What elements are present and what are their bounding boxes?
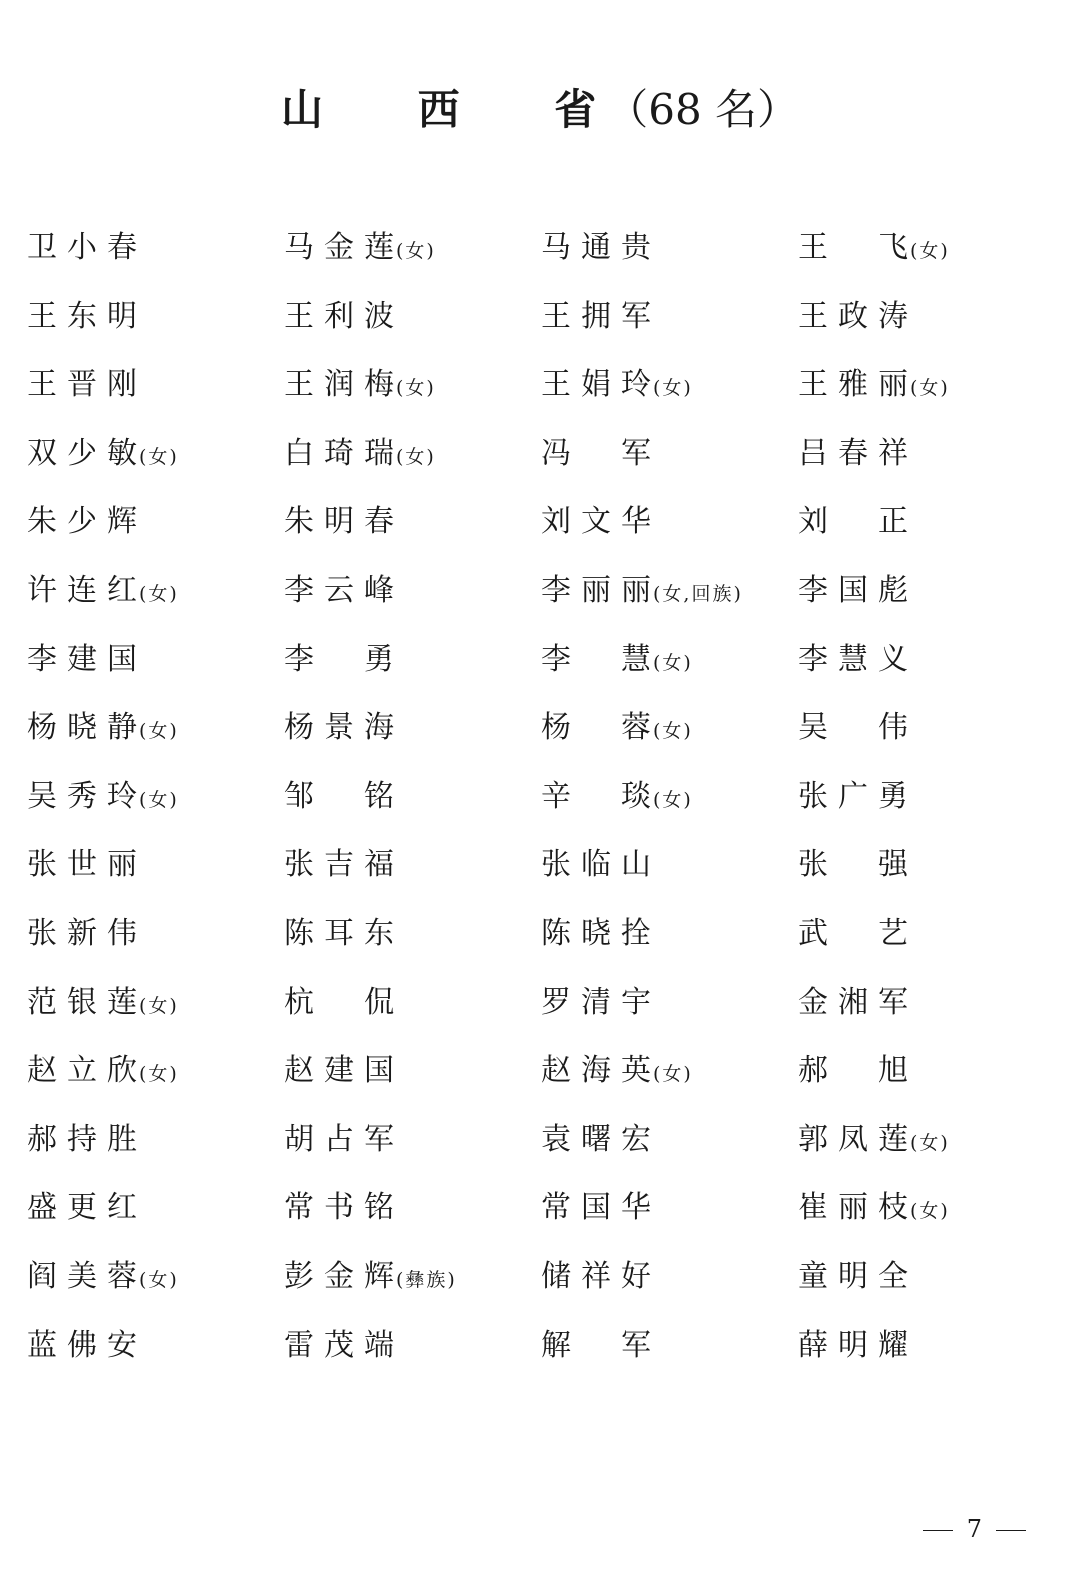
name-entry bbox=[284, 563, 541, 632]
name-entry bbox=[27, 1043, 284, 1112]
name-entry bbox=[27, 289, 284, 358]
name-entry bbox=[284, 426, 541, 495]
person-name: 范银莲 bbox=[27, 984, 147, 1020]
person-name: 李慧义 bbox=[798, 641, 918, 677]
person-name: 薛明耀 bbox=[798, 1327, 918, 1363]
person-name: 陈晓拴 bbox=[541, 915, 661, 951]
name-entry bbox=[27, 1112, 284, 1181]
person-name: 郭凤莲 bbox=[798, 1121, 918, 1157]
person-name: 盛更红 bbox=[27, 1190, 147, 1226]
person-name: 王东明 bbox=[27, 298, 147, 334]
person-name: 朱少辉 bbox=[27, 504, 147, 540]
person-name: 吕春祥 bbox=[798, 435, 918, 471]
name-entry bbox=[27, 700, 284, 769]
person-note: (女) bbox=[139, 788, 179, 811]
person-name: 储祥好 bbox=[541, 1258, 661, 1294]
person-name: 李国彪 bbox=[798, 572, 918, 608]
name-entry bbox=[541, 837, 798, 906]
member-count: （68 名） bbox=[606, 85, 800, 134]
person-name: 李 慧 bbox=[541, 641, 661, 677]
person-note: (女) bbox=[653, 377, 693, 400]
name-entry bbox=[798, 220, 1047, 289]
person-name: 张新伟 bbox=[27, 915, 147, 951]
person-note: (女) bbox=[139, 445, 179, 468]
person-name: 马金莲 bbox=[284, 230, 404, 265]
person-name: 杨景海 bbox=[284, 710, 404, 746]
person-note: (女) bbox=[396, 377, 436, 400]
person-name: 陈耳东 bbox=[284, 915, 404, 951]
page-number-value: 7 bbox=[966, 1515, 982, 1543]
name-entry bbox=[798, 632, 1047, 701]
person-name: 解 军 bbox=[541, 1327, 661, 1363]
name-entry bbox=[541, 1249, 798, 1318]
person-name: 张 强 bbox=[798, 847, 918, 883]
person-name: 李丽丽 bbox=[541, 572, 661, 608]
person-name: 张吉福 bbox=[284, 847, 404, 883]
name-entry bbox=[798, 1249, 1047, 1318]
name-entry bbox=[284, 1180, 541, 1249]
person-name: 张世丽 bbox=[27, 847, 147, 883]
name-entry bbox=[798, 357, 1047, 426]
person-name: 刘 正 bbox=[798, 504, 918, 540]
person-note: (女) bbox=[139, 1268, 179, 1291]
name-entry bbox=[284, 1318, 541, 1387]
person-note: (女) bbox=[139, 720, 179, 743]
name-entry bbox=[27, 975, 284, 1044]
name-list bbox=[27, 220, 1047, 1386]
person-name: 雷茂端 bbox=[284, 1327, 404, 1363]
person-note: (女) bbox=[910, 1131, 950, 1154]
name-entry bbox=[27, 1318, 284, 1387]
person-name: 罗清宇 bbox=[541, 984, 661, 1020]
person-name: 李 勇 bbox=[284, 641, 404, 677]
name-entry bbox=[27, 494, 284, 563]
name-entry bbox=[284, 289, 541, 358]
name-entry bbox=[541, 632, 798, 701]
name-entry bbox=[541, 494, 798, 563]
person-name: 吴秀玲 bbox=[27, 778, 147, 814]
person-name: 武 艺 bbox=[798, 915, 918, 951]
person-name: 卫小春 bbox=[27, 230, 147, 265]
person-note: (女) bbox=[653, 1063, 693, 1086]
name-entry bbox=[27, 906, 284, 975]
name-entry bbox=[27, 1249, 284, 1318]
person-name: 吴 伟 bbox=[798, 710, 918, 746]
name-entry bbox=[798, 906, 1047, 975]
name-entry bbox=[541, 563, 798, 632]
person-name: 李建国 bbox=[27, 641, 147, 677]
name-entry bbox=[27, 426, 284, 495]
province-name: 山 西 省 bbox=[280, 85, 637, 134]
person-name: 常国华 bbox=[541, 1190, 661, 1226]
name-entry bbox=[541, 975, 798, 1044]
name-entry bbox=[284, 632, 541, 701]
name-entry bbox=[798, 1318, 1047, 1387]
person-name: 胡占军 bbox=[284, 1121, 404, 1157]
person-name: 彭金辉 bbox=[284, 1258, 404, 1294]
person-name: 白琦瑞 bbox=[284, 435, 404, 471]
person-note: (女) bbox=[139, 582, 179, 605]
name-entry bbox=[284, 1249, 541, 1318]
dash-left bbox=[923, 1530, 953, 1532]
person-name: 王雅丽 bbox=[798, 367, 918, 403]
person-name: 阎美蓉 bbox=[27, 1258, 147, 1294]
person-name: 王 飞 bbox=[798, 230, 918, 265]
name-entry bbox=[798, 426, 1047, 495]
name-entry bbox=[541, 1180, 798, 1249]
person-name: 金湘军 bbox=[798, 984, 918, 1020]
name-entry bbox=[798, 769, 1047, 838]
name-entry bbox=[541, 357, 798, 426]
person-note: (女) bbox=[910, 377, 950, 400]
name-entry bbox=[541, 769, 798, 838]
name-entry bbox=[284, 700, 541, 769]
name-entry bbox=[27, 1180, 284, 1249]
person-name: 邹 铭 bbox=[284, 778, 404, 814]
person-name: 王利波 bbox=[284, 298, 404, 334]
person-name: 冯 军 bbox=[541, 435, 661, 471]
name-entry bbox=[27, 769, 284, 838]
name-entry bbox=[27, 632, 284, 701]
name-entry bbox=[541, 1318, 798, 1387]
person-name: 赵立欣 bbox=[27, 1053, 147, 1089]
person-name: 赵海英 bbox=[541, 1053, 661, 1089]
person-name: 王润梅 bbox=[284, 367, 404, 403]
name-entry bbox=[284, 494, 541, 563]
name-entry bbox=[541, 1112, 798, 1181]
person-name: 马通贵 bbox=[541, 230, 661, 265]
person-note: (女) bbox=[139, 994, 179, 1017]
person-note: (女) bbox=[396, 240, 436, 262]
person-name: 杨晓静 bbox=[27, 710, 147, 746]
name-entry bbox=[798, 494, 1047, 563]
name-entry bbox=[798, 1180, 1047, 1249]
person-name: 蓝佛安 bbox=[27, 1327, 147, 1363]
name-entry bbox=[284, 975, 541, 1044]
person-note: (女) bbox=[653, 720, 693, 743]
name-entry bbox=[541, 906, 798, 975]
person-name: 赵建国 bbox=[284, 1053, 404, 1089]
person-name: 张广勇 bbox=[798, 778, 918, 814]
page-title bbox=[0, 82, 1080, 138]
person-note: (女) bbox=[653, 651, 693, 674]
name-entry bbox=[798, 700, 1047, 769]
name-entry bbox=[284, 906, 541, 975]
person-name: 双少敏 bbox=[27, 435, 147, 471]
name-entry bbox=[541, 1043, 798, 1112]
person-note: (女) bbox=[910, 1200, 950, 1223]
name-entry bbox=[798, 563, 1047, 632]
person-name: 袁曙宏 bbox=[541, 1121, 661, 1157]
name-entry bbox=[284, 1112, 541, 1181]
person-name: 朱明春 bbox=[284, 504, 404, 540]
page-number bbox=[909, 1512, 1040, 1546]
name-entry bbox=[541, 426, 798, 495]
name-entry bbox=[284, 769, 541, 838]
name-entry bbox=[798, 975, 1047, 1044]
name-entry bbox=[798, 1112, 1047, 1181]
person-note: (女) bbox=[396, 445, 436, 468]
name-entry bbox=[541, 220, 798, 289]
name-entry bbox=[27, 837, 284, 906]
dash-right bbox=[996, 1530, 1026, 1532]
person-name: 李云峰 bbox=[284, 572, 404, 608]
person-name: 许连红 bbox=[27, 572, 147, 608]
person-name: 崔丽枝 bbox=[798, 1190, 918, 1226]
name-entry bbox=[541, 289, 798, 358]
person-name: 辛 琰 bbox=[541, 778, 661, 814]
person-name: 杨 蓉 bbox=[541, 710, 661, 746]
person-name: 常书铭 bbox=[284, 1190, 404, 1226]
name-entry bbox=[284, 220, 541, 289]
person-name: 王政涛 bbox=[798, 298, 918, 334]
person-name: 王拥军 bbox=[541, 298, 661, 334]
person-note: (女) bbox=[139, 1063, 179, 1086]
person-name: 王晋刚 bbox=[27, 367, 147, 403]
person-name: 杭 侃 bbox=[284, 984, 404, 1020]
person-name: 郝持胜 bbox=[27, 1121, 147, 1157]
name-entry bbox=[798, 837, 1047, 906]
person-name: 王娟玲 bbox=[541, 367, 661, 403]
person-note: (女) bbox=[910, 240, 950, 262]
name-entry bbox=[27, 357, 284, 426]
person-note: (女) bbox=[653, 788, 693, 811]
person-name: 郝 旭 bbox=[798, 1053, 918, 1089]
name-entry bbox=[541, 700, 798, 769]
name-entry bbox=[798, 1043, 1047, 1112]
name-entry bbox=[27, 220, 284, 289]
person-name: 张临山 bbox=[541, 847, 661, 883]
person-note: (彝族) bbox=[396, 1268, 457, 1291]
name-entry bbox=[27, 563, 284, 632]
person-name: 刘文华 bbox=[541, 504, 661, 540]
name-entry bbox=[284, 357, 541, 426]
person-name: 童明全 bbox=[798, 1258, 918, 1294]
name-entry bbox=[284, 1043, 541, 1112]
person-note: (女,回族) bbox=[653, 582, 743, 605]
name-entry bbox=[284, 837, 541, 906]
name-entry bbox=[798, 289, 1047, 358]
